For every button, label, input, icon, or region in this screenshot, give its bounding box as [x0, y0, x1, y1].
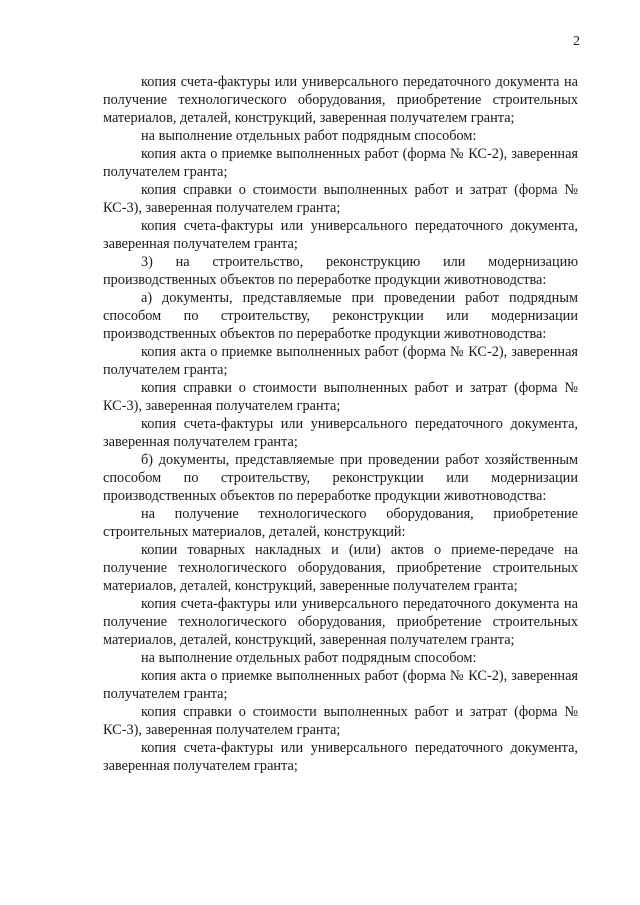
paragraph: копия справки о стоимости выполненных работ и затрат (форма № КС-3), заверенная получателем гранта; [103, 380, 578, 414]
paragraph: копия справки о стоимости выполненных работ и затрат (форма № КС-3), заверенная получателем гранта; [103, 182, 578, 216]
paragraph: копии товарных накладных и (или) актов о приеме-передаче на получение технологического оборудования, приобретение строительных материалов, деталей, конструкций, заверенные получателем гранта; [103, 542, 578, 594]
paragraph: копия акта о приемке выполненных работ (форма № КС-2), заверенная получателем гранта; [103, 668, 578, 702]
paragraph: а) документы, представляемые при проведении работ подрядным способом по строительству, реконструкции или модернизации производственных объектов по переработке продукции животноводства: [103, 290, 578, 342]
paragraph: копия акта о приемке выполненных работ (форма № КС-2), заверенная получателем гранта; [103, 344, 578, 378]
page-number: 2 [573, 34, 580, 49]
paragraph: на выполнение отдельных работ подрядным способом: [141, 128, 477, 144]
paragraph: копия справки о стоимости выполненных работ и затрат (форма № КС-3), заверенная получателем гранта; [103, 704, 578, 738]
document-body [103, 73, 578, 775]
paragraph: на выполнение отдельных работ подрядным способом: [141, 650, 477, 666]
paragraph: б) документы, представляемые при проведении работ хозяйственным способом по строительству, реконструкции или модернизации производственных объектов по переработке продукции животноводства: [103, 452, 578, 504]
paragraph: копия счета-фактуры или универсального передаточного документа на получение технологического оборудования, приобретение строительных материалов, деталей, конструкций, заверенная получателем гранта; [103, 74, 578, 126]
paragraph: копия акта о приемке выполненных работ (форма № КС-2), заверенная получателем гранта; [103, 146, 578, 180]
paragraph: 3) на строительство, реконструкцию или модернизацию производственных объектов по переработке продукции животноводства: [103, 254, 578, 288]
paragraph: копия счета-фактуры или универсального передаточного документа на получение технологического оборудования, приобретение строительных материалов, деталей, конструкций, заверенная получателем гранта; [103, 596, 578, 648]
paragraph: копия счета-фактуры или универсального передаточного документа, заверенная получателем гранта; [103, 740, 578, 774]
paragraph: на получение технологического оборудования, приобретение строительных материалов, деталей, конструкций: [103, 506, 578, 540]
paragraph: копия счета-фактуры или универсального передаточного документа, заверенная получателем гранта; [103, 416, 578, 450]
paragraph: копия счета-фактуры или универсального передаточного документа, заверенная получателем гранта; [103, 218, 578, 252]
